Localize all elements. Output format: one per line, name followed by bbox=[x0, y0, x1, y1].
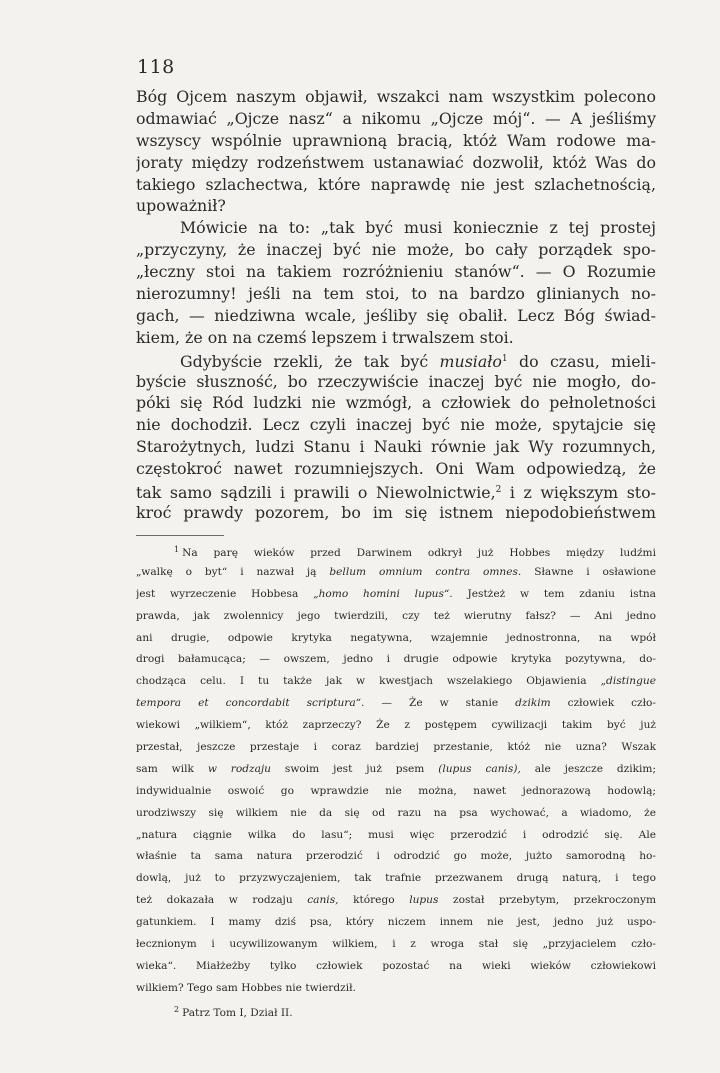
footnote-line: $^1$ Na parę wieków przed Darwinem odkrył już Hobbes między ludźmi bbox=[174, 545, 656, 559]
text-line: Gdybyście rzekli, że tak być musiało$^1$ do czasu, mieli- bbox=[180, 351, 656, 371]
text-line: wszyscy wspólnie uprawnioną bracią, któż Wam rodowe ma- bbox=[136, 130, 656, 150]
footnote-line: łecznionym i ucywilizowanym wilkiem, i z wroga stał się „przyjacielem czło- bbox=[136, 938, 656, 951]
footnote-line: wilkiem? Tego sam Hobbes nie twierdził. bbox=[136, 981, 356, 994]
footnote-line: wieka“. Miałżeżby tylko człowiek pozostać na wieki wieków człowiekowi bbox=[136, 959, 656, 972]
footnote-line: gatunkiem. I mamy dziś psa, który niczem innem nie jest, jedno już uspo- bbox=[136, 916, 656, 929]
footnote-line: sam wilk w rodzaju swoim jest już psem (lupus canis), ale jeszcze dzikim; bbox=[136, 762, 656, 775]
text-line: upoważnił? bbox=[136, 196, 226, 216]
footnote-line: $^2$ Patrz Tom I, Dział II. bbox=[174, 1004, 293, 1019]
text-line: joraty między rodzeństwem ustanawiać dozwolił, któż Was do bbox=[136, 152, 656, 172]
text-line: gach, — niedziwna wcale, jeśliby się obalił. Lecz Bóg świad- bbox=[136, 305, 656, 325]
text-line: takiego szlachectwa, które naprawdę nie jest szlachetnością, bbox=[136, 174, 656, 194]
page-number: 118 bbox=[137, 56, 175, 78]
footnote-line: właśnie ta sama natura przerodzić i odrodzić go może, jużto samorodną ho- bbox=[136, 850, 656, 863]
main-text bbox=[136, 86, 656, 524]
footnote-line: przestał, jeszcze przestaje i coraz bardziej przestanie, któż nie uzna? Wszak bbox=[136, 741, 656, 754]
footnote-line: prawda, jak zwolennicy jego twierdzili, czy też wierutny fałsz? — Ani jedno bbox=[136, 609, 656, 622]
footnote-line: indywidualnie oswoić go wprawdzie nie można, nawet jednorazową hodowlą; bbox=[136, 784, 656, 797]
text-line: kiem, że on na czemś lepszem i trwalszem stoi. bbox=[136, 327, 514, 347]
text-line: Mówicie na to: „tak być musi koniecznie z tej prostej bbox=[180, 218, 656, 238]
footnote-line: ani drugie, odpowie krytyka negatywna, wzajemnie jednostronna, na wpół bbox=[136, 631, 656, 644]
text-line: Starożytnych, ludzi Stanu i Nauki równie jak Wy rozumnych, bbox=[136, 437, 656, 457]
text-line: tak samo sądzili i prawili o Niewolnictwie,$^2$ i z większym sto- bbox=[136, 483, 656, 502]
footnote-line: drogi bałamucąca; — owszem, jedno i drugie odpowie krytyka pozytywna, do- bbox=[136, 653, 656, 666]
footnote-line: urodziwszy się wilkiem nie da się od razu na psa wychować, a wiadomo, że bbox=[136, 806, 656, 819]
footnote-line: też dokazała w rodzaju canis, którego lupus został przebytym, przekroczonym bbox=[136, 894, 656, 907]
footnote-divider bbox=[136, 535, 224, 536]
footnote-reference: 2 bbox=[495, 485, 502, 496]
footnote-line: jest wyrzeczenie Hobbesa „homo homini lupus“. Jestżeż w tem zdaniu istna bbox=[136, 587, 656, 600]
footnote-reference: 1 bbox=[501, 353, 508, 364]
footnote-marker: 1 bbox=[174, 545, 180, 554]
footnote-marker: 2 bbox=[174, 1004, 180, 1014]
text-line: nie dochodził. Lecz czyli inaczej być nie może, spytajcie się bbox=[136, 415, 656, 435]
footnote-line: „walkę o byt“ i nazwał ją bellum omnium contra omnes. Sławne i osławione bbox=[136, 565, 656, 578]
footnote-line: tempora et concordabit scriptura“. — Że w stanie dzikim człowiek czło- bbox=[136, 697, 656, 710]
text-line: byście słuszność, bo rzeczywiście inaczej być nie mogło, do- bbox=[136, 371, 656, 391]
footnote-line: dowlą, już to przyzwyczajeniem, tak trafnie przezwanem drugą naturą, i tego bbox=[136, 872, 656, 885]
footnotes bbox=[136, 541, 656, 1023]
text-line: „przyczyny, że inaczej być nie może, bo cały porządek spo- bbox=[136, 240, 656, 260]
text-line: Bóg Ojcem naszym objawił, wszakci nam wszystkim polecono bbox=[136, 87, 656, 106]
text-line: kroć prawdy pozorem, bo im się istnem niepodobieństwem bbox=[136, 502, 656, 522]
text-line: „łeczny stoi na takiem rozróżnieniu stanów“. — O Rozumie bbox=[136, 262, 656, 282]
text-line: częstokroć nawet rozumniejszych. Oni Wam odpowiedzą, że bbox=[136, 459, 656, 479]
text-line: nierozumny! jeśli na tem stoi, to na bardzo glinianych no- bbox=[136, 284, 656, 304]
footnote-line: wiekowi „wilkiem“, któż zaprzeczy? Że z postępem cywilizacji takim być już bbox=[136, 719, 656, 732]
text-line: póki się Ród ludzki nie wzmógł, a człowiek do pełnoletności bbox=[136, 393, 656, 413]
footnote-line: chodząca celu. I tu także jak w kwestjach wszelakiego Objawienia „distingue bbox=[136, 675, 656, 688]
text-line: odmawiać „Ojcze nasz“ a nikomu „Ojcze mój“. — A jeśliśmy bbox=[136, 108, 656, 128]
footnote-line: „natura ciągnie wilka do lasu“; musi więc przerodzić i odrodzić się. Ale bbox=[136, 828, 656, 841]
